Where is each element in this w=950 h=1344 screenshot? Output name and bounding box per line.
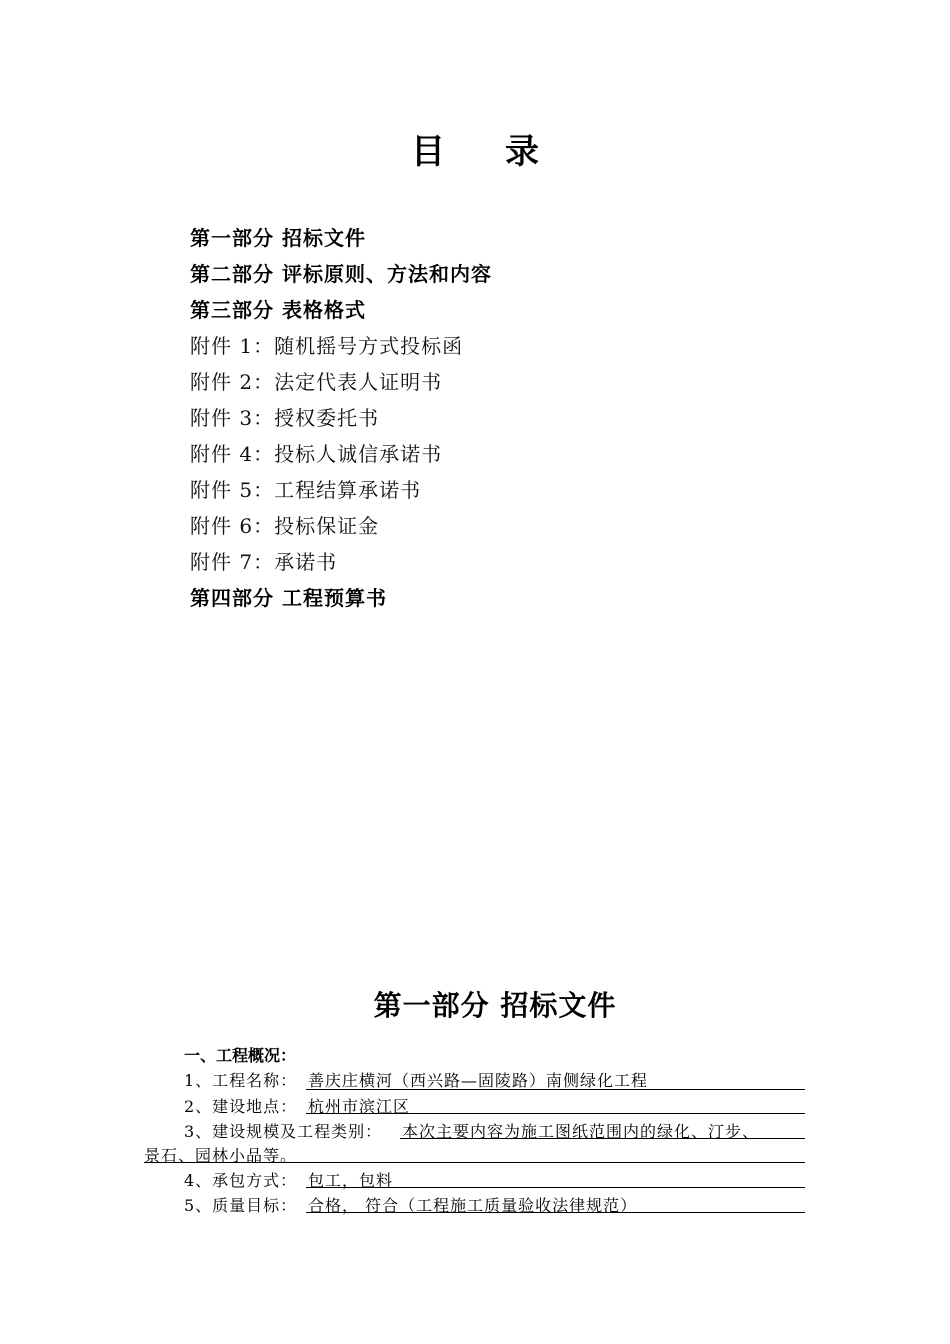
underline [144, 1162, 805, 1163]
toc-entry-appendix-1: 附件 1：随机摇号方式投标函 [190, 334, 464, 358]
item-label: 3、建设规模及工程类别： [184, 1122, 383, 1141]
item-value: 善庆庄横河（西兴路—固陵路）南侧绿化工程 [308, 1071, 649, 1090]
part1-title-text: 第一部分 招标文件 [373, 989, 617, 1022]
underline [306, 1187, 805, 1188]
item-value-continuation: 景石、园林小品等。 [144, 1146, 298, 1165]
toc-entry-appendix-5: 附件 5：工程结算承诺书 [190, 478, 422, 502]
toc-entry-part1: 第一部分 招标文件 [190, 226, 366, 250]
item-value: 包工，包料 [308, 1171, 394, 1190]
toc-entry-appendix-2: 附件 2：法定代表人证明书 [190, 370, 443, 394]
toc-entry-part3: 第三部分 表格格式 [190, 298, 366, 322]
part1-title [0, 984, 950, 1024]
underline [306, 1212, 805, 1213]
section-heading-overview: 一、工程概况： [184, 1046, 297, 1065]
toc-entry-appendix-3: 附件 3：授权委托书 [190, 406, 380, 430]
item-value: 杭州市滨江区 [308, 1097, 411, 1116]
toc-entry-appendix-7: 附件 7：承诺书 [190, 550, 338, 574]
toc-title-text: 目录 [411, 132, 599, 172]
toc-entry-appendix-6: 附件 6：投标保证金 [190, 514, 380, 538]
item-label: 1、工程名称： [184, 1071, 298, 1090]
toc-title [0, 124, 950, 173]
toc-entry-part2: 第二部分 评标原则、方法和内容 [190, 262, 492, 286]
underline [306, 1113, 805, 1114]
item-label: 4、承包方式： [184, 1171, 298, 1190]
item-label: 2、建设地点： [184, 1097, 298, 1116]
item-value: 合格， 符合（工程施工质量验收法律规范） [308, 1196, 638, 1215]
toc-entry-appendix-4: 附件 4：投标人诚信承诺书 [190, 442, 443, 466]
item-value: 本次主要内容为施工图纸范围内的绿化、汀步、 [402, 1122, 760, 1141]
item-label: 5、质量目标： [184, 1196, 298, 1215]
underline [400, 1138, 805, 1139]
underline [306, 1089, 805, 1090]
toc-entry-part4: 第四部分 工程预算书 [190, 586, 387, 610]
